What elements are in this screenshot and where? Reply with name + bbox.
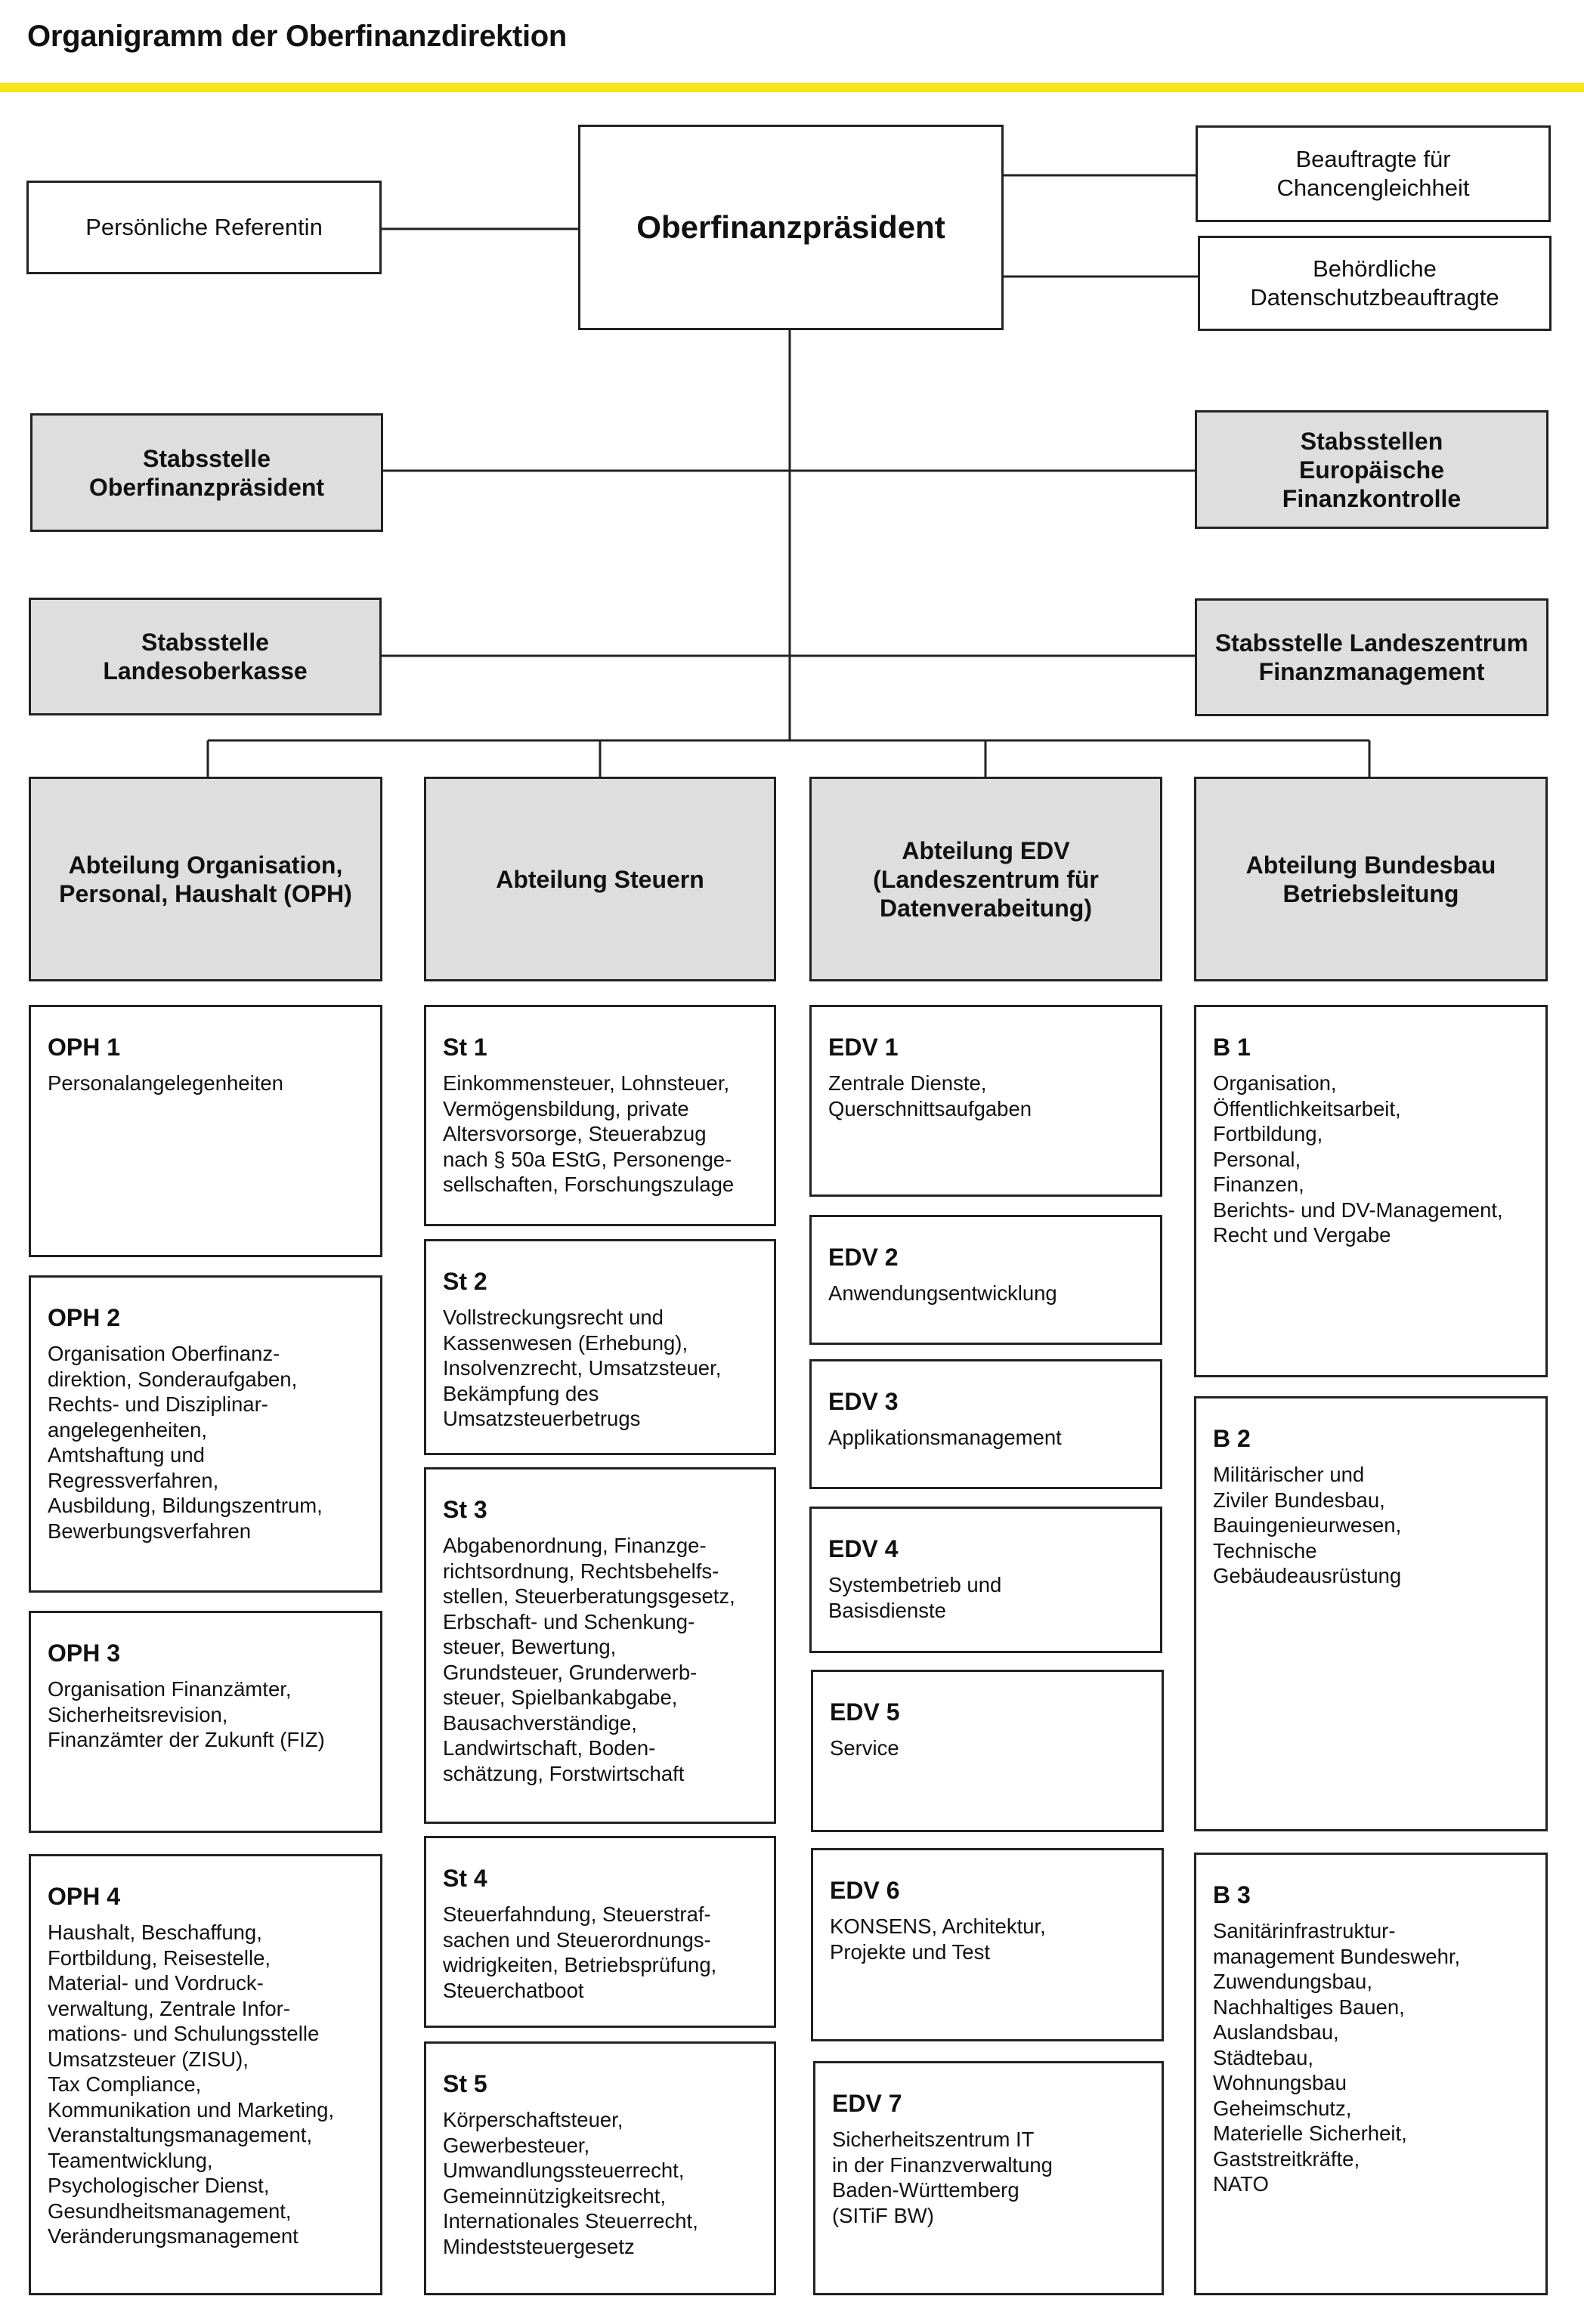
unit-code: EDV 1 <box>828 1034 899 1061</box>
unit-code: OPH 1 <box>48 1034 121 1061</box>
unit-code: EDV 3 <box>828 1388 899 1415</box>
unit-description: Zentrale Dienste, Querschnittsaufgaben <box>828 1071 1032 1120</box>
unit-description: Systembetrieb und Basisdienste <box>828 1573 1002 1622</box>
unit-code: St 2 <box>443 1268 487 1295</box>
president-box: Oberfinanzpräsident <box>578 125 1004 330</box>
unit-code: B 2 <box>1213 1425 1251 1452</box>
unit-b-2 <box>1194 1396 1548 1831</box>
unit-st-3 <box>424 1467 776 1824</box>
unit-edv-5 <box>811 1670 1164 1832</box>
unit-description: Organisation Oberfinanz- direktion, Sonderaufgaben, Rechts- und Disziplinar- angelegenheiten, Amtshaftung und Regressverfahren, Ausbildung, Bildungszentrum, Bewerbungsverfahren <box>48 1342 323 1543</box>
unit-description: Organisation Finanzämter, Sicherheitsrevision, Finanzämter der Zukunft (FIZ) <box>48 1677 325 1751</box>
unit-description: Applikationsmanagement <box>828 1426 1062 1449</box>
unit-code: St 3 <box>443 1496 487 1523</box>
unit-description: Steuerfahndung, Steuerstraf- sachen und Steuerordnungs- widrigkeiten, Betriebsprüfung, Steuerchatboot <box>443 1902 717 2002</box>
department-bundesbau: Abteilung Bundesbau Betriebsleitung <box>1194 777 1548 981</box>
unit-code: OPH 4 <box>48 1883 121 1910</box>
chancengleichheit-box: Beauftragte für Chancengleichheit <box>1196 125 1551 222</box>
unit-description: Militärischer und Ziviler Bundesbau, Bauingenieurwesen, Technische Gebäudeausrüstung <box>1213 1463 1402 1587</box>
unit-code: B 3 <box>1213 1881 1251 1908</box>
unit-edv-2 <box>809 1215 1162 1345</box>
unit-description: KONSENS, Architektur, Projekte und Test <box>830 1915 1046 1964</box>
stabsstelle-lzf-box: Stabsstelle Landeszentrum Finanzmanagement <box>1195 598 1548 716</box>
unit-st-2 <box>424 1239 776 1455</box>
unit-oph-1 <box>29 1005 382 1257</box>
unit-description: Einkommensteuer, Lohnsteuer, Vermögensbildung, private Altersvorsorge, Steuerabzug nach § 50a EStG, Personenge- sellschaften, Forschungszulage <box>443 1071 735 1196</box>
unit-code: B 1 <box>1213 1034 1251 1061</box>
stabsstelle-ofp-box: Stabsstelle Oberfinanzpräsident <box>30 413 383 532</box>
unit-description: Vollstreckungsrecht und Kassenwesen (Erhebung), Insolvenzrecht, Umsatzsteuer, Bekämpfung des Umsatzsteuerbetrugs <box>443 1306 722 1430</box>
datenschutz-box: Behördliche Datenschutzbeauftragte <box>1198 236 1552 331</box>
stabsstellen-eu-box: Stabsstellen Europäische Finanzkontrolle <box>1195 410 1548 529</box>
unit-edv-1 <box>809 1005 1162 1197</box>
unit-b-1 <box>1194 1005 1548 1377</box>
unit-code: EDV 4 <box>828 1535 899 1562</box>
unit-description: Personalangelegenheiten <box>48 1071 283 1095</box>
unit-edv-7 <box>813 2061 1164 2295</box>
unit-code: EDV 5 <box>830 1698 900 1726</box>
unit-st-5 <box>424 2041 776 2295</box>
unit-description: Haushalt, Beschaffung, Fortbildung, Reisestelle, Material- und Vordruck- verwaltung, Zentrale Infor- mations- und Schulungsstelle Umsatzsteuer (ZISU), Tax Compliance, Kommunikation und Marketing, Veranstaltungsmanagement, Teamentwicklung, Psychologischer Dienst, Gesundheitsmanagement, Veränderungsmanagement <box>48 1921 335 2248</box>
unit-code: OPH 3 <box>48 1639 121 1667</box>
unit-code: St 4 <box>443 1865 487 1892</box>
unit-description: Sicherheitszentrum IT in der Finanzverwaltung Baden-Württemberg (SITiF BW) <box>832 2128 1053 2227</box>
unit-edv-6 <box>811 1848 1164 2041</box>
unit-code: EDV 7 <box>832 2090 902 2117</box>
unit-edv-4 <box>809 1507 1162 1653</box>
unit-code: EDV 6 <box>830 1877 900 1904</box>
stabsstelle-lok-box: Stabsstelle Landesoberkasse <box>29 598 382 715</box>
department-steuern: Abteilung Steuern <box>424 777 776 981</box>
unit-b-3 <box>1194 1853 1548 2295</box>
department-edv: Abteilung EDV (Landeszentrum für Datenverabeitung) <box>809 777 1162 981</box>
unit-description: Abgabenordnung, Finanzge- richtsordnung, Rechtsbehelfs- stellen, Steuerberatungsgesetz, Erbschaft- und Schenkung- steuer, Bewertung, Grundsteuer, Grunderwerb- steuer, Spielbankabgabe, Bausachverständige, Landwirtschaft, Boden- schätzung, Forstwirtschaft <box>443 1534 735 1785</box>
referentin-box: Persönliche Referentin <box>26 181 382 274</box>
unit-description: Anwendungsentwicklung <box>828 1281 1057 1305</box>
department-oph: Abteilung Organisation, Personal, Haushalt (OPH) <box>29 777 382 981</box>
unit-description: Körperschaftsteuer, Gewerbesteuer, Umwandlungssteuerrecht, Gemeinnützigkeitsrecht, Internationales Steuerrecht, Mindeststeuergesetz <box>443 2108 698 2258</box>
unit-code: OPH 2 <box>48 1304 121 1331</box>
page-title: Organigramm der Oberfinanzdirektion <box>27 20 568 53</box>
unit-code: St 5 <box>443 2070 487 2097</box>
unit-code: EDV 2 <box>828 1244 899 1271</box>
unit-description: Service <box>830 1736 899 1760</box>
unit-code: St 1 <box>443 1034 487 1061</box>
unit-description: Sanitärinfrastruktur- management Bundeswehr, Zuwendungsbau, Nachhaltiges Bauen, Auslandsbau, Städtebau, Wohnungsbau Geheimschutz, Materielle Sicherheit, Gaststreitkräfte, NATO <box>1213 1919 1461 2196</box>
unit-oph-4 <box>29 1854 382 2295</box>
unit-description: Organisation, Öffentlichkeitsarbeit, Fortbildung, Personal, Finanzen, Berichts- und DV-Management, Recht und Vergabe <box>1213 1071 1503 1247</box>
unit-oph-3 <box>29 1611 382 1833</box>
unit-oph-2 <box>29 1275 382 1593</box>
unit-st-4 <box>424 1836 776 2028</box>
unit-st-1 <box>424 1005 776 1226</box>
unit-edv-3 <box>809 1359 1162 1489</box>
